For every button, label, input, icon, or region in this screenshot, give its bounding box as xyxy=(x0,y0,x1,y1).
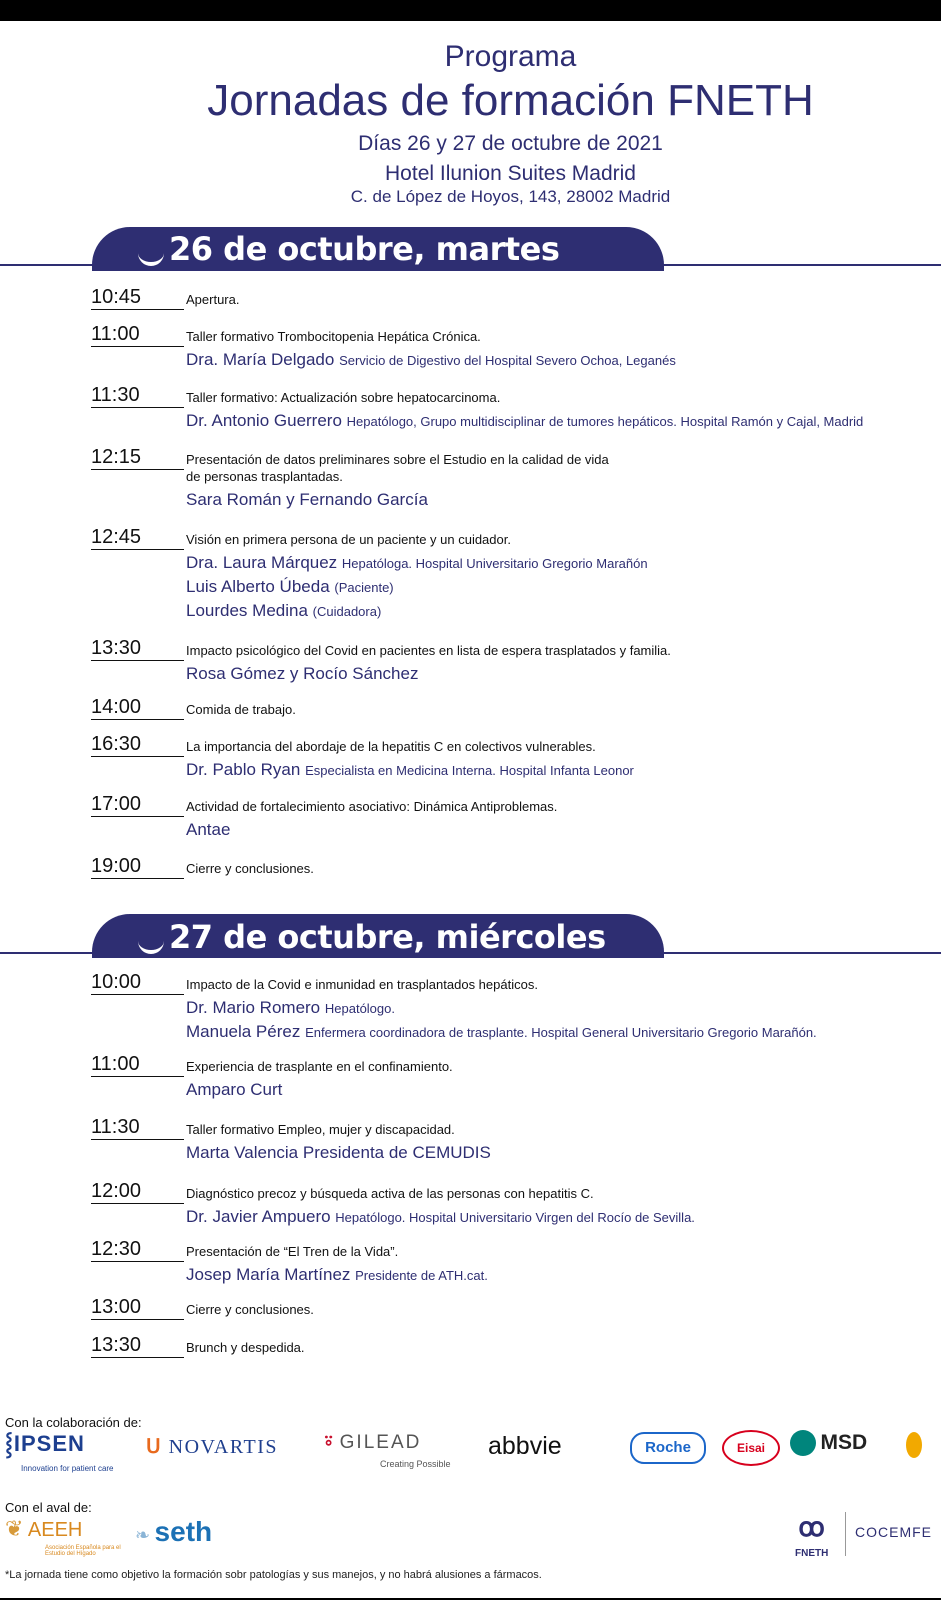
entry-time: 10:45 xyxy=(91,286,142,308)
time-underline xyxy=(91,719,184,720)
speaker-line xyxy=(186,601,381,621)
speaker-name: Antae xyxy=(186,820,231,839)
speaker-name: Josep María Martínez xyxy=(186,1265,351,1284)
time-underline xyxy=(91,878,184,879)
speaker-line xyxy=(186,998,395,1018)
speaker-line xyxy=(186,1265,488,1285)
top-bar xyxy=(0,0,941,21)
speaker-name: Marta Valencia Presidenta de CEMUDIS xyxy=(186,1143,491,1162)
entry-description: Impacto de la Covid e inmunidad en trasplantados hepáticos. xyxy=(186,977,538,992)
entry-time: 12:00 xyxy=(91,1180,142,1202)
time-underline xyxy=(91,816,184,817)
entry-description: Actividad de fortalecimiento asociativo: Dinámica Antiproblemas. xyxy=(186,799,558,814)
day2-label: 27 de octubre, miércoles xyxy=(169,918,606,956)
speaker-role: Hepatólogo. xyxy=(324,1001,395,1016)
fneth-logo: ꝏ FNETH xyxy=(795,1512,829,1559)
speaker-name: Manuela Pérez xyxy=(186,1022,301,1041)
time-underline xyxy=(91,1139,184,1140)
speaker-role: Hepatólogo, Grupo multidisciplinar de tumores hepáticos. Hospital Ramón y Cajal, Madrid xyxy=(346,414,864,429)
entry-description: Cierre y conclusiones. xyxy=(186,1302,314,1317)
entry-time: 11:00 xyxy=(91,323,140,345)
novartis-logo: ᑌ NOVARTIS xyxy=(146,1436,278,1458)
speaker-line xyxy=(186,1207,695,1227)
entry-time: 11:30 xyxy=(91,1116,140,1138)
entry-description: Comida de trabajo. xyxy=(186,702,296,717)
speaker-name: Dr. Antonio Guerrero xyxy=(186,411,342,430)
time-underline xyxy=(91,756,184,757)
cocemfe-logo: COCEMFE xyxy=(855,1524,932,1540)
entry-time: 13:00 xyxy=(91,1296,142,1318)
speaker-line xyxy=(186,577,394,597)
entry-time: 12:30 xyxy=(91,1238,142,1260)
time-underline xyxy=(91,346,184,347)
speaker-role: (Cuidadora) xyxy=(312,604,382,619)
time-underline xyxy=(91,469,184,470)
speaker-line xyxy=(186,350,676,370)
time-underline xyxy=(91,994,184,995)
entry-description: Experiencia de trasplante en el confinamiento. xyxy=(186,1059,453,1074)
entry-time: 16:30 xyxy=(91,733,142,755)
entry-time: 11:00 xyxy=(91,1053,140,1075)
entry-time: 17:00 xyxy=(91,793,142,815)
msd-logo: MSD xyxy=(790,1430,867,1456)
eisai-logo: Eisai xyxy=(722,1430,780,1466)
entry-time: 13:30 xyxy=(91,1334,142,1356)
time-underline xyxy=(91,660,184,661)
entry-description: Diagnóstico precoz y búsqueda activa de las personas con hepatitis C. xyxy=(186,1186,594,1201)
entry-description: La importancia del abordaje de la hepatitis C en colectivos vulnerables. xyxy=(186,739,596,754)
bird-icon: ❧ xyxy=(135,1525,151,1545)
entry-description: Taller formativo: Actualización sobre hepatocarcinoma. xyxy=(186,390,501,405)
entry-description: Presentación de datos preliminares sobre el Estudio en la calidad de vida xyxy=(186,452,609,467)
speaker-name: Luis Alberto Úbeda xyxy=(186,577,330,596)
speaker-line xyxy=(186,1022,817,1042)
entry-time: 10:00 xyxy=(91,971,142,993)
time-underline xyxy=(91,1357,184,1358)
speaker-line xyxy=(186,760,634,780)
aeeh-logo: ❦ AEEH Asociación Española para el Estudio del Hígado xyxy=(5,1516,121,1557)
programa-label: Programa xyxy=(444,40,577,73)
event-venue: Hotel Ilunion Suites Madrid xyxy=(385,162,636,185)
speaker-role: Servicio de Digestivo del Hospital Severo Ochoa, Leganés xyxy=(339,353,676,368)
speaker-name: Rosa Gómez y Rocío Sánchez xyxy=(186,664,419,683)
event-dates: Días 26 y 27 de octubre de 2021 xyxy=(358,132,663,155)
msd-icon xyxy=(790,1430,816,1456)
speaker-line xyxy=(186,664,418,684)
entry-description: Brunch y despedida. xyxy=(186,1340,305,1355)
entry-time: 11:30 xyxy=(91,384,140,406)
time-underline xyxy=(91,1203,184,1204)
speaker-line xyxy=(186,820,230,840)
speaker-line xyxy=(186,1080,282,1100)
entry-description: Apertura. xyxy=(186,292,240,307)
speaker-name: Dr. Javier Ampuero xyxy=(186,1207,331,1226)
page-title: Jornadas de formación FNETH xyxy=(207,76,814,125)
seth-logo: ❧ seth xyxy=(135,1516,213,1547)
entry-description: Cierre y conclusiones. xyxy=(186,861,314,876)
time-underline xyxy=(91,407,184,408)
abbvie-logo: abbvie xyxy=(488,1432,562,1460)
entry-time: 12:15 xyxy=(91,446,142,468)
speaker-role: Hepatólogo. Hospital Universitario Virgen del Rocío de Sevilla. xyxy=(335,1210,695,1225)
entry-description: Visión en primera persona de un paciente y un cuidador. xyxy=(186,532,511,547)
speaker-line xyxy=(186,553,648,573)
entry-time: 13:30 xyxy=(91,637,142,659)
event-address: C. de López de Hoyos, 143, 28002 Madrid xyxy=(350,187,671,206)
partial-logo xyxy=(906,1432,922,1458)
entry-description-cont: de personas trasplantadas. xyxy=(186,469,343,484)
speaker-name: Dr. Mario Romero xyxy=(186,998,321,1017)
roche-logo: Roche xyxy=(630,1432,706,1464)
entry-time: 12:45 xyxy=(91,526,142,548)
speaker-name: Dra. María Delgado xyxy=(186,350,335,369)
speaker-name: Amparo Curt xyxy=(186,1080,283,1099)
day1-label: 26 de octubre, martes xyxy=(169,230,560,268)
speaker-name: Dra. Laura Márquez xyxy=(186,553,338,572)
speaker-line xyxy=(186,490,428,510)
time-underline xyxy=(91,1261,184,1262)
speaker-role: Hepatóloga. Hospital Universitario Gregorio Marañón xyxy=(341,556,648,571)
entry-description: Presentación de “El Tren de la Vida”. xyxy=(186,1244,399,1259)
entry-time: 19:00 xyxy=(91,855,142,877)
logo-divider xyxy=(845,1512,846,1556)
speaker-name: Sara Román y Fernando García xyxy=(186,490,428,509)
liver-icon: ❦ xyxy=(5,1516,24,1541)
footnote: *La jornada tiene como objetivo la formación sobr patologías y sus manejos, y no habrá alusiones a fármacos. xyxy=(5,1569,542,1581)
speaker-role: Especialista en Medicina Interna. Hospital Infanta Leonor xyxy=(305,763,634,778)
time-underline xyxy=(91,1076,184,1077)
ipsen-logo: ⸾IPSEN Innovation for patient care xyxy=(5,1431,114,1473)
colab-label: Con la colaboración de: xyxy=(5,1415,142,1430)
entry-description: Taller formativo Empleo, mujer y discapacidad. xyxy=(186,1122,455,1137)
speaker-role: (Paciente) xyxy=(334,580,394,595)
entry-time: 14:00 xyxy=(91,696,142,718)
speaker-name: Lourdes Medina xyxy=(186,601,308,620)
gilead-logo: ⍤ GILEAD Creating Possible xyxy=(322,1428,451,1469)
aval-label: Con el aval de: xyxy=(5,1500,92,1515)
time-underline xyxy=(91,549,184,550)
time-underline xyxy=(91,309,184,310)
speaker-line xyxy=(186,411,863,431)
speaker-name: Dr. Pablo Ryan xyxy=(186,760,301,779)
speaker-role: Enfermera coordinadora de trasplante. Hospital General Universitario Gregorio Marañón. xyxy=(305,1025,817,1040)
speaker-line xyxy=(186,1143,491,1163)
entry-description: Impacto psicológico del Covid en pacientes en lista de espera trasplatados y familia. xyxy=(186,643,671,658)
speaker-role: Presidente de ATH.cat. xyxy=(355,1268,488,1283)
entry-description: Taller formativo Trombocitopenia Hepática Crónica. xyxy=(186,329,481,344)
time-underline xyxy=(91,1319,184,1320)
